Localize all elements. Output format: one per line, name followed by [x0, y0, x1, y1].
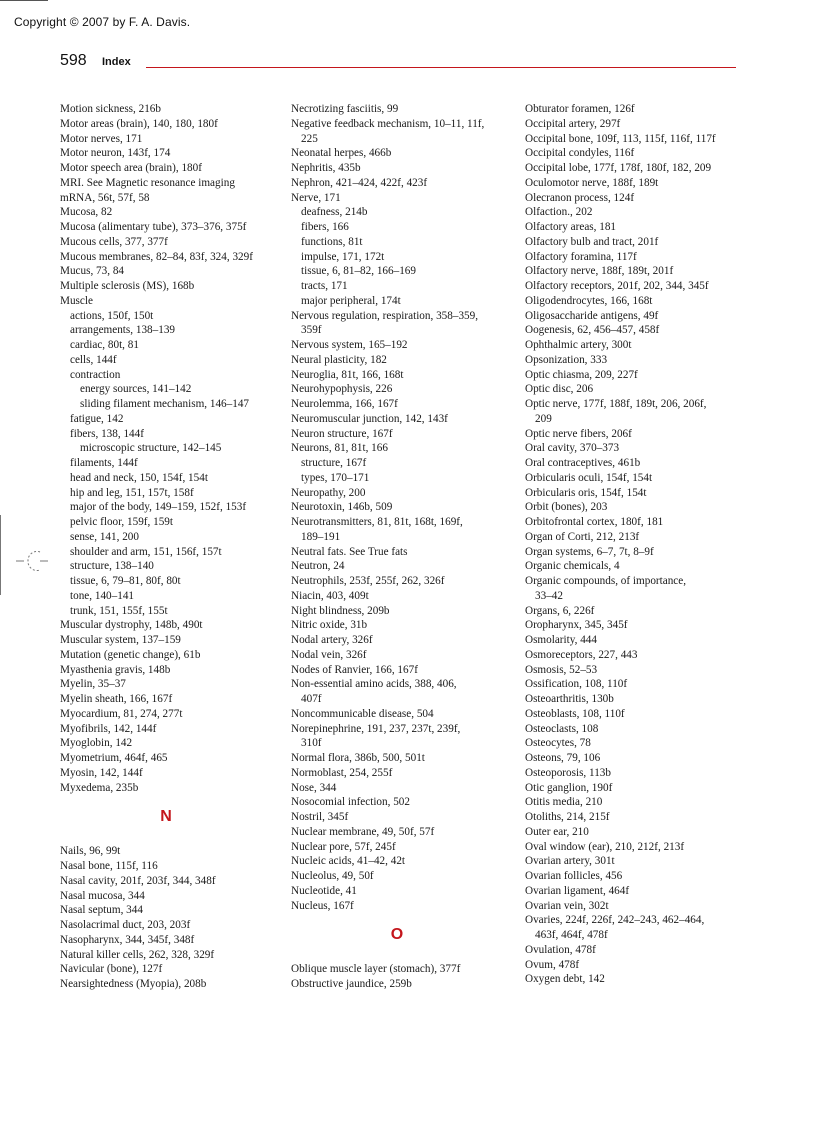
index-entry: Noncommunicable disease, 504 — [291, 707, 434, 720]
index-entry: Ovulation, 478f — [525, 943, 596, 956]
index-subentry: tone, 140–141 — [70, 589, 135, 602]
index-entry: Nephron, 421–424, 422f, 423f — [291, 176, 428, 189]
index-entry: Nodes of Ranvier, 166, 167f — [291, 663, 418, 676]
index-entry: Neurons, 81, 81t, 166 — [291, 442, 388, 455]
index-subentry: contraction — [70, 368, 121, 381]
section-letter: O — [390, 926, 404, 944]
index-subentry: fibers, 138, 144f — [70, 427, 144, 440]
index-entry: Necrotizing fasciitis, 99 — [291, 103, 399, 115]
index-entry: Ovaries, 224f, 226f, 242–243, 462–464, — [525, 914, 705, 927]
index-entry: Myosin, 142, 144f — [60, 766, 143, 779]
index-entry-continuation: 33–42 — [535, 589, 563, 602]
index-entry: Neutral fats. See True fats — [291, 545, 408, 558]
index-entry: Neutron, 24 — [291, 560, 345, 573]
index-entry: Neurolemma, 166, 167f — [291, 398, 398, 410]
index-entry: Optic nerve, 177f, 188f, 189t, 206, 206f, — [525, 398, 707, 410]
index-entry: Mucosa (alimentary tube), 373–376, 375f — [60, 221, 247, 233]
index-entry: Ossification, 108, 110f — [525, 678, 628, 691]
index-entry: Occipital condyles, 116f — [525, 147, 635, 160]
index-entry-continuation: 310f — [301, 737, 322, 750]
index-subentry: hip and leg, 151, 157t, 158f — [70, 486, 194, 499]
index-entry: Neuroglia, 81t, 166, 168t — [291, 368, 404, 381]
index-entry: Muscular system, 137–159 — [60, 634, 181, 646]
index-subentry: cells, 144f — [70, 353, 117, 366]
index-entry: mRNA, 56t, 57f, 58 — [60, 191, 150, 204]
index-subentry: tissue, 6, 79–81, 80f, 80t — [70, 575, 181, 587]
index-entry: Myxedema, 235b — [60, 781, 139, 794]
copyright-notice: Copyright © 2007 by F. A. Davis. — [14, 15, 191, 29]
index-entry: Occipital bone, 109f, 113, 115f, 116f, 117f — [525, 132, 716, 145]
index-entry: Motor neuron, 143f, 174 — [60, 147, 171, 160]
index-entry: Nasal cavity, 201f, 203f, 344, 348f — [60, 874, 216, 887]
index-entry: Oblique muscle layer (stomach), 377f — [291, 963, 461, 976]
index-subentry: arrangements, 138–139 — [70, 324, 176, 337]
index-entry: Olfactory bulb and tract, 201f — [525, 235, 659, 248]
index-entry: Outer ear, 210 — [525, 825, 589, 838]
index-entry: Mutation (genetic change), 61b — [60, 648, 201, 661]
index-subentry: impulse, 171, 172t — [301, 250, 385, 263]
index-entry: Oxygen debt, 142 — [525, 973, 605, 986]
index-entry: Optic chiasma, 209, 227f — [525, 368, 638, 381]
index-entry-continuation: 463f, 464f, 478f — [535, 929, 608, 941]
index-entry: Orbicularis oris, 154f, 154t — [525, 486, 647, 499]
index-entry: Nuclear membrane, 49, 50f, 57f — [291, 825, 435, 838]
index-subentry: functions, 81t — [301, 235, 363, 248]
index-entry: Ovum, 478f — [525, 958, 580, 971]
index-subentry: energy sources, 141–142 — [80, 383, 192, 396]
index-entry: Myelin, 35–37 — [60, 678, 126, 691]
index-entry: Orbit (bones), 203 — [525, 501, 608, 514]
index-entry: Motor speech area (brain), 180f — [60, 162, 202, 174]
index-entry: Osmoreceptors, 227, 443 — [525, 648, 638, 661]
index-subentry: structure, 138–140 — [70, 560, 154, 573]
index-entry: Nostril, 345f — [291, 811, 349, 823]
index-entry: Osteoblasts, 108, 110f — [525, 707, 625, 720]
index-column-3 — [525, 102, 737, 987]
index-entry: Nails, 96, 99t — [60, 845, 121, 858]
top-rule — [0, 0, 48, 1]
index-entry: Neural plasticity, 182 — [291, 353, 387, 366]
index-entry: Motion sickness, 216b — [60, 103, 161, 115]
index-subentry: fatigue, 142 — [70, 412, 124, 425]
index-entry: Non-essential amino acids, 388, 406, — [291, 678, 457, 691]
index-entry: Ovarian vein, 302t — [525, 899, 609, 912]
index-entry: Nasal mucosa, 344 — [60, 889, 145, 902]
index-subentry: sense, 141, 200 — [70, 530, 139, 543]
index-entry: Nitric oxide, 31b — [291, 619, 368, 632]
index-entry: Osteoarthritis, 130b — [525, 693, 614, 705]
index-subentry: deafness, 214b — [301, 206, 368, 219]
index-entry: Oligodendrocytes, 166, 168t — [525, 294, 653, 307]
index-entry: Osteoporosis, 113b — [525, 766, 611, 779]
index-entry: Organic compounds, of importance, — [525, 575, 687, 587]
index-entry: Neurohypophysis, 226 — [291, 383, 393, 396]
index-entry: Oculomotor nerve, 188f, 189t — [525, 176, 659, 189]
section-letter: N — [160, 808, 172, 826]
index-entry: Neuromuscular junction, 142, 143f — [291, 412, 448, 425]
index-entry: Organ of Corti, 212, 213f — [525, 530, 640, 543]
index-subentry: shoulder and arm, 151, 156f, 157t — [70, 545, 222, 558]
index-entry: Nodal vein, 326f — [291, 648, 367, 661]
index-entry: Normal flora, 386b, 500, 501t — [291, 752, 425, 764]
running-header — [60, 52, 736, 72]
index-entry: Night blindness, 209b — [291, 604, 390, 617]
index-subentry: head and neck, 150, 154f, 154t — [70, 471, 208, 484]
index-entry: Myofibrils, 142, 144f — [60, 722, 157, 735]
index-entry: Nucleotide, 41 — [291, 884, 357, 897]
index-subentry: microscopic structure, 142–145 — [80, 442, 222, 455]
index-subentry: tissue, 6, 81–82, 166–169 — [301, 265, 416, 278]
index-entry: Myocardium, 81, 274, 277t — [60, 707, 183, 720]
index-entry: Myelin sheath, 166, 167f — [60, 693, 173, 705]
index-entry-continuation: 359f — [301, 324, 322, 337]
index-entry: Olfactory foramina, 117f — [525, 250, 637, 263]
index-entry: Myasthenia gravis, 148b — [60, 663, 171, 676]
index-entry: Nasal bone, 115f, 116 — [60, 860, 158, 872]
index-entry: Nephritis, 435b — [291, 162, 361, 174]
section-label: Index — [102, 56, 131, 68]
index-column-2 — [291, 102, 503, 992]
index-entry: Nasopharynx, 344, 345f, 348f — [60, 933, 195, 946]
index-subentry: major of the body, 149–159, 152f, 153f — [70, 501, 247, 514]
index-entry: Neurotransmitters, 81, 81t, 168t, 169f, — [291, 516, 463, 528]
index-entry: Oligosaccharide antigens, 49f — [525, 309, 659, 322]
index-entry: Nucleolus, 49, 50f — [291, 870, 374, 882]
header-rule — [146, 67, 736, 68]
index-entry: Mucous cells, 377, 377f — [60, 235, 168, 248]
index-entry: Neuropathy, 200 — [291, 486, 366, 499]
index-entry: Motor nerves, 171 — [60, 132, 143, 145]
index-subentry: filaments, 144f — [70, 457, 138, 469]
index-entry: Otoliths, 214, 215f — [525, 811, 610, 823]
index-entry: Ovarian follicles, 456 — [525, 870, 623, 882]
index-entry: Occipital lobe, 177f, 178f, 180f, 182, 209 — [525, 162, 712, 174]
index-entry: Ovarian ligament, 464f — [525, 884, 630, 897]
index-entry: Nose, 344 — [291, 781, 337, 794]
index-entry: Olecranon process, 124f — [525, 191, 635, 204]
index-entry: Neuron structure, 167f — [291, 427, 393, 440]
index-entry: Normoblast, 254, 255f — [291, 766, 393, 779]
index-entry-continuation: 225 — [301, 132, 318, 145]
index-entry: Olfactory receptors, 201f, 202, 344, 345f — [525, 280, 709, 292]
index-entry: Obturator foramen, 126f — [525, 103, 635, 115]
index-entry: Neonatal herpes, 466b — [291, 147, 392, 160]
index-subentry: major peripheral, 174t — [301, 294, 401, 307]
index-entry: Nuclear pore, 57f, 245f — [291, 840, 396, 853]
index-subentry: pelvic floor, 159f, 159t — [70, 516, 174, 528]
index-entry: Ovarian artery, 301t — [525, 855, 615, 868]
index-entry: Organ systems, 6–7, 7t, 8–9f — [525, 545, 654, 558]
index-subentry: structure, 167f — [301, 457, 367, 469]
index-entry: MRI. See Magnetic resonance imaging — [60, 176, 235, 189]
index-entry: Nearsightedness (Myopia), 208b — [60, 978, 207, 990]
index-entry: Osmosis, 52–53 — [525, 663, 598, 676]
index-entry: Navicular (bone), 127f — [60, 963, 163, 976]
index-entry: Mucous membranes, 82–84, 83f, 324, 329f — [60, 250, 253, 263]
index-entry: Otic ganglion, 190f — [525, 781, 613, 794]
index-entry: Nasal septum, 344 — [60, 904, 143, 917]
index-entry: Mucus, 73, 84 — [60, 265, 125, 278]
index-entry: Mucosa, 82 — [60, 206, 113, 219]
index-entry: Nasolacrimal duct, 203, 203f — [60, 919, 191, 931]
index-entry: Organic chemicals, 4 — [525, 560, 620, 573]
index-entry-continuation: 209 — [535, 412, 552, 425]
index-entry: Optic nerve fibers, 206f — [525, 427, 632, 440]
index-entry: Osteoclasts, 108 — [525, 722, 599, 735]
index-entry: Otitis media, 210 — [525, 796, 603, 809]
index-entry: Negative feedback mechanism, 10–11, 11f, — [291, 117, 485, 130]
index-entry-continuation: 189–191 — [301, 530, 341, 543]
index-entry: Nucleus, 167f — [291, 899, 354, 912]
index-entry: Norepinephrine, 191, 237, 237t, 239f, — [291, 722, 461, 735]
index-entry: Multiple sclerosis (MS), 168b — [60, 280, 195, 292]
index-entry: Nervous system, 165–192 — [291, 339, 408, 351]
index-subentry: tracts, 171 — [301, 280, 348, 292]
index-entry: Organs, 6, 226f — [525, 604, 595, 617]
index-subentry: trunk, 151, 155f, 155t — [70, 604, 168, 617]
index-subentry: fibers, 166 — [301, 221, 349, 233]
index-entry: Optic disc, 206 — [525, 383, 594, 396]
index-subentry: cardiac, 80t, 81 — [70, 339, 139, 351]
index-entry: Oval window (ear), 210, 212f, 213f — [525, 840, 685, 853]
index-column-1 — [60, 102, 272, 992]
index-entry-continuation: 407f — [301, 693, 322, 705]
index-entry: Neutrophils, 253f, 255f, 262, 326f — [291, 575, 445, 587]
index-entry: Niacin, 403, 409t — [291, 589, 369, 602]
index-entry: Nosocomial infection, 502 — [291, 796, 410, 809]
crop-mark-icon — [0, 515, 56, 595]
index-entry: Nodal artery, 326f — [291, 634, 373, 646]
index-entry: Oral contraceptives, 461b — [525, 457, 641, 469]
index-entry: Myoglobin, 142 — [60, 737, 133, 750]
index-entry: Opsonization, 333 — [525, 353, 608, 366]
index-subentry: sliding filament mechanism, 146–147 — [80, 398, 250, 410]
index-entry: Osteocytes, 78 — [525, 737, 591, 750]
index-entry: Neurotoxin, 146b, 509 — [291, 501, 393, 514]
index-entry: Occipital artery, 297f — [525, 117, 621, 130]
index-entry: Nucleic acids, 41–42, 42t — [291, 855, 406, 868]
index-entry: Muscle — [60, 294, 93, 307]
index-entry: Orbitofrontal cortex, 180f, 181 — [525, 516, 664, 528]
index-subentry: actions, 150f, 150t — [70, 309, 154, 322]
index-entry: Oogenesis, 62, 456–457, 458f — [525, 324, 660, 337]
index-entry: Ophthalmic artery, 300t — [525, 339, 632, 351]
index-entry: Orbicularis oculi, 154f, 154t — [525, 471, 653, 484]
index-entry: Osmolarity, 444 — [525, 634, 597, 646]
index-entry: Natural killer cells, 262, 328, 329f — [60, 948, 215, 961]
index-entry: Myometrium, 464f, 465 — [60, 752, 168, 764]
index-entry: Osteons, 79, 106 — [525, 752, 601, 764]
index-entry: Olfactory nerve, 188f, 189t, 201f — [525, 265, 674, 278]
index-subentry: types, 170–171 — [301, 471, 370, 484]
index-entry: Nerve, 171 — [291, 191, 341, 204]
page-number: 598 — [60, 52, 87, 69]
index-entry: Obstructive jaundice, 259b — [291, 978, 412, 990]
index-entry: Olfactory areas, 181 — [525, 221, 617, 233]
index-entry: Oral cavity, 370–373 — [525, 442, 620, 455]
index-entry: Oropharynx, 345, 345f — [525, 619, 628, 632]
index-entry: Olfaction., 202 — [525, 206, 593, 219]
index-entry: Muscular dystrophy, 148b, 490t — [60, 619, 203, 632]
index-entry: Motor areas (brain), 140, 180, 180f — [60, 117, 218, 130]
index-entry: Nervous regulation, respiration, 358–359, — [291, 309, 479, 322]
